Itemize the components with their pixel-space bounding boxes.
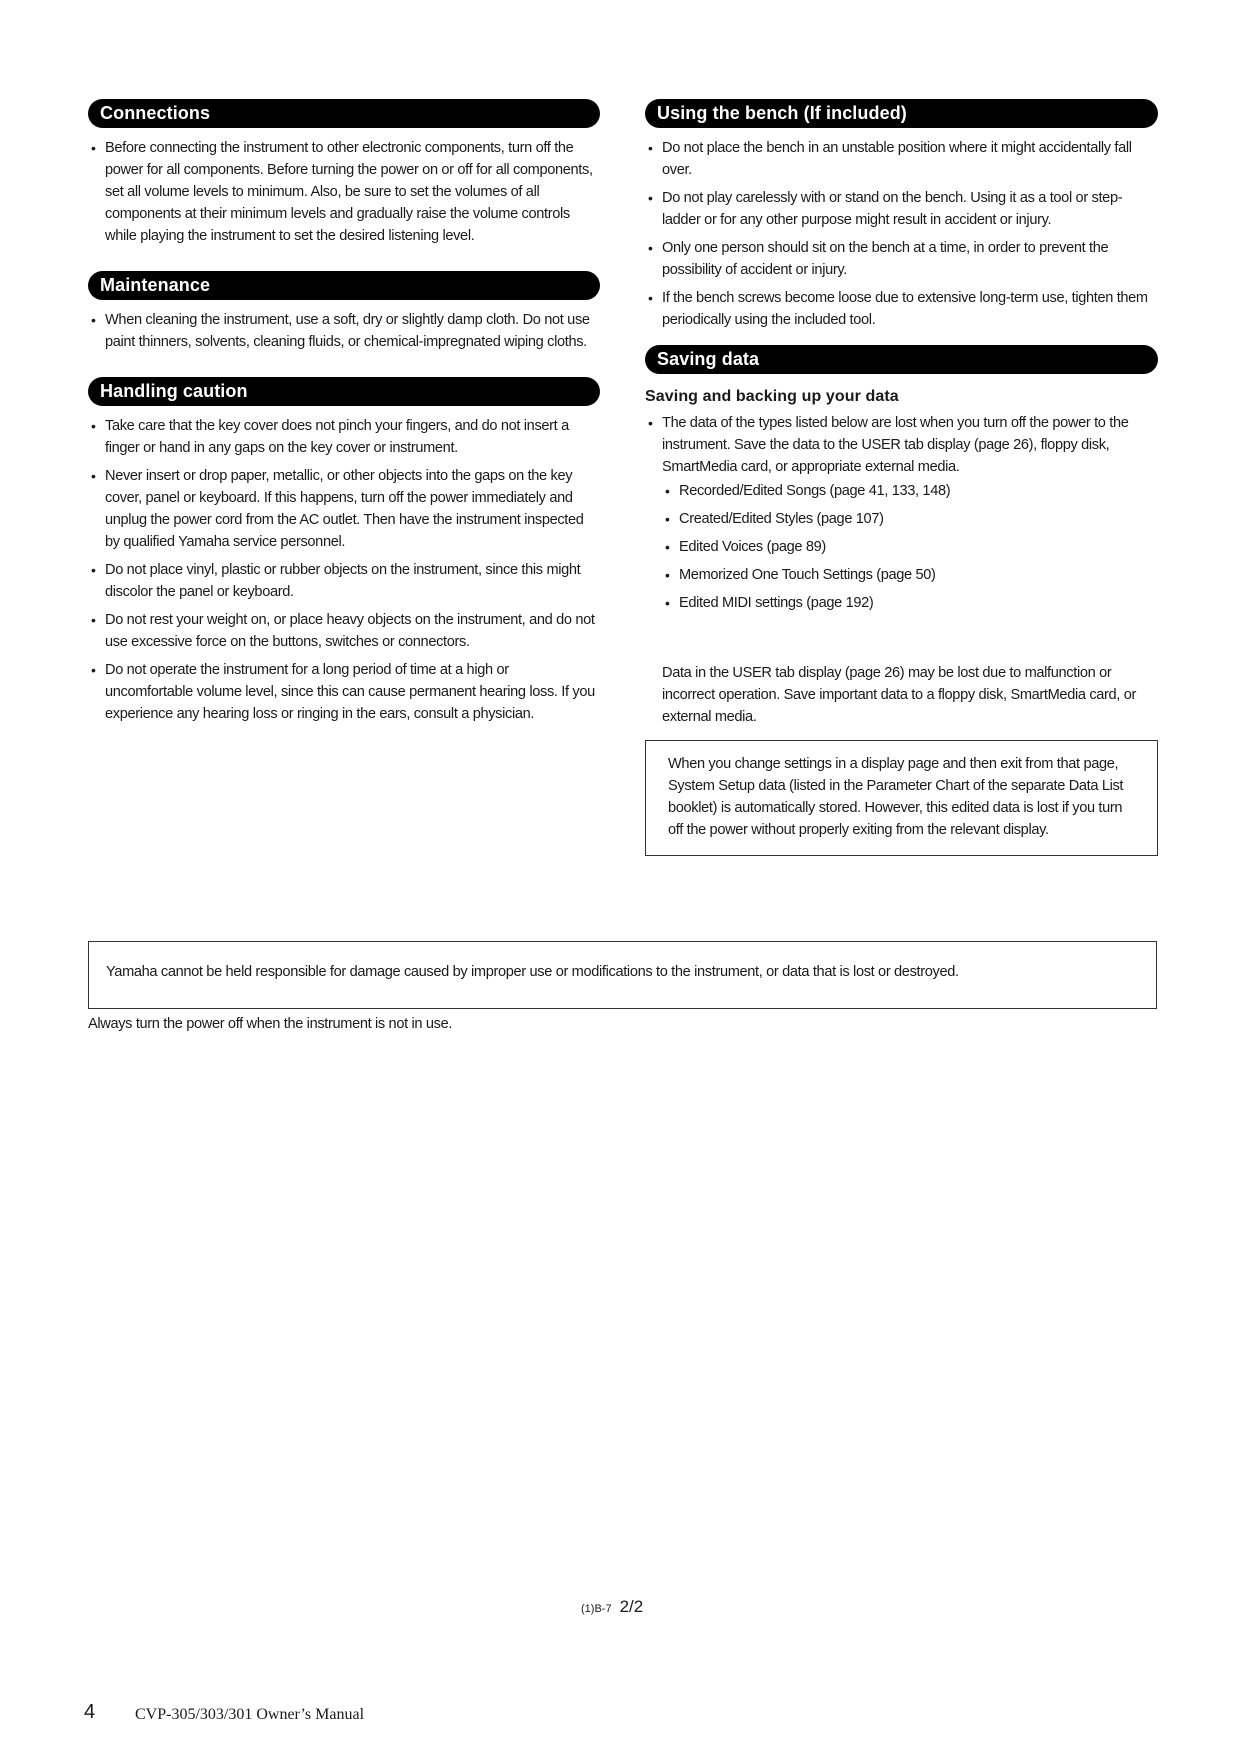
footer-manual-title: CVP-305/303/301 Owner’s Manual	[135, 1706, 365, 1723]
list-item: • Before connecting the instrument to other electronic components, turn off the power for all components. Before turning the power on or off for all components, set all volume levels to minimum. Also, be sure to set the volumes of all components at their minimum levels and gradually raise the volume controls while playing the instrument to set the desired listening level.	[88, 137, 600, 247]
section-heading-maintenance: Maintenance	[88, 271, 600, 300]
list-item: • Never insert or drop paper, metallic, or other objects into the gaps on the key cover, panel or keyboard. If this happens, turn off the power immediately and unplug the power cord from the AC outlet. Then have the instrument inspected by qualified Yamaha service personnel.	[88, 465, 600, 553]
list-item: • Created/Edited Styles (page 107)	[662, 508, 1158, 530]
section-heading-bench: Using the bench (If included)	[645, 99, 1158, 128]
data-loss-paragraph: Data in the USER tab display (page 26) may be lost due to malfunction or incorrect operation. Save important data to a floppy disk, SmartMedia card, or external media.	[662, 665, 1136, 725]
connections-list	[88, 137, 600, 247]
list-item: • When cleaning the instrument, use a soft, dry or slightly damp cloth. Do not use paint thinners, solvents, cleaning fluids, or chemical-impregnated wiping cloths.	[88, 309, 600, 353]
list-item: • Take care that the key cover does not pinch your fingers, and do not insert a finger or hand in any gaps on the key cover or instrument.	[88, 415, 600, 459]
right-column	[645, 99, 1158, 856]
power-off-reminder: Always turn the power off when the instrument is not in use.	[88, 1016, 453, 1032]
left-column	[88, 99, 600, 731]
saving-data-types-list	[662, 480, 1158, 614]
section-heading-saving-data: Saving data	[645, 345, 1158, 374]
list-item: • If the bench screws become loose due to extensive long-term use, tighten them periodically using the included tool.	[645, 287, 1158, 331]
list-item: • Edited MIDI settings (page 192)	[662, 592, 1158, 614]
system-setup-note-box: When you change settings in a display page and then exit from that page, System Setup data (listed in the Parameter Chart of the separate Data List booklet) is automatically stored. However, this edited data is lost if you turn off the power without properly exiting from the relevant display.	[645, 740, 1158, 856]
list-item: • Do not play carelessly with or stand on the bench. Using it as a tool or step-ladder or for any other purpose might result in accident or injury.	[645, 187, 1158, 231]
document-code	[581, 1597, 643, 1617]
list-item: • Do not place the bench in an unstable position where it might accidentally fall over.	[645, 137, 1158, 181]
list-item: • Edited Voices (page 89)	[662, 536, 1158, 558]
document-code-label: (1)B-7	[581, 1603, 612, 1615]
list-item: • Memorized One Touch Settings (page 50)	[662, 564, 1158, 586]
list-item: • Recorded/Edited Songs (page 41, 133, 148)	[662, 480, 1158, 502]
section-heading-connections: Connections	[88, 99, 600, 128]
list-item: • The data of the types listed below are lost when you turn off the power to the instrument. Save the data to the USER tab display (page 26), floppy disk, SmartMedia card, or appropriate external media.	[645, 412, 1158, 478]
list-item: • Do not rest your weight on, or place heavy objects on the instrument, and do not use excessive force on the buttons, switches or connectors.	[88, 609, 600, 653]
bench-list	[645, 137, 1158, 331]
saving-intro-list	[645, 412, 1158, 478]
document-page-count: 2/2	[619, 1597, 644, 1616]
list-item: • Do not place vinyl, plastic or rubber objects on the instrument, since this might discolor the panel or keyboard.	[88, 559, 600, 603]
footer-page-number: 4	[84, 1701, 96, 1723]
list-item: • Only one person should sit on the bench at a time, in order to prevent the possibility of accident or injury.	[645, 237, 1158, 281]
disclaimer-box: Yamaha cannot be held responsible for damage caused by improper use or modifications to the instrument, or data that is lost or destroyed.	[88, 941, 1157, 1009]
list-item: • Do not operate the instrument for a long period of time at a high or uncomfortable volume level, since this can cause permanent hearing loss. If you experience any hearing loss or ringing in the ears, consult a physician.	[88, 659, 600, 725]
section-heading-handling-caution: Handling caution	[88, 377, 600, 406]
handling-caution-list	[88, 415, 600, 725]
maintenance-list	[88, 309, 600, 353]
subheading-saving-backing-up: Saving and backing up your data	[645, 388, 899, 405]
